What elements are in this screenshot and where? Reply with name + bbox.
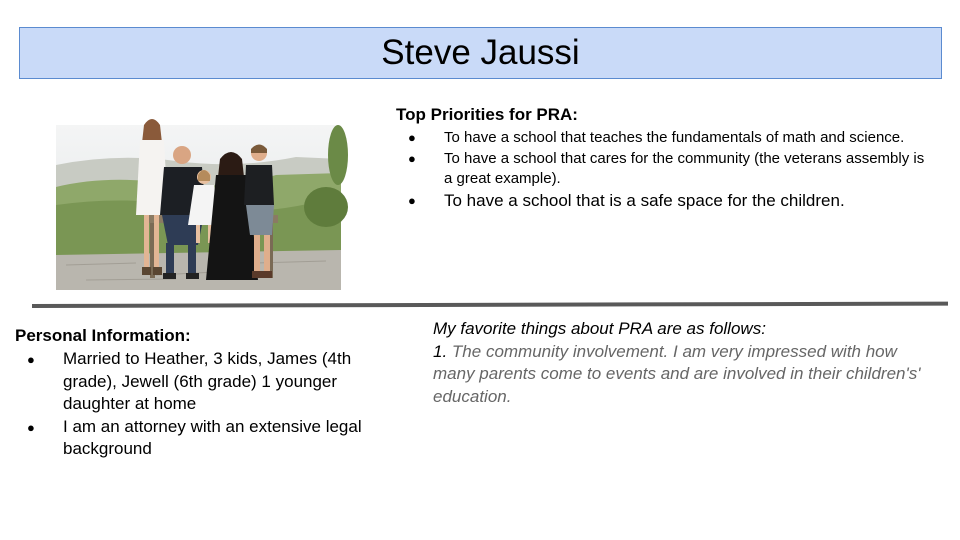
list-item: ● To have a school that teaches the fundamentals of math and science. — [396, 128, 936, 148]
favorites-item-text: The community involvement. I am very impressed with how many parents come to events and are involved in their children's' education. — [433, 341, 921, 406]
page-title: Steve Jaussi — [381, 33, 580, 72]
list-item: ● To have a school that cares for the community (the veterans assembly is a great example). — [396, 149, 936, 189]
list-item: ● Married to Heather, 3 kids, James (4th grade), Jewell (6th grade) 1 younger daughter at home — [15, 348, 405, 416]
family-photo — [56, 95, 351, 290]
family-photo-illustration — [56, 95, 351, 290]
section-divider — [32, 302, 948, 308]
favorites-section — [433, 318, 938, 408]
personal-info-heading: Personal Information: — [15, 326, 191, 345]
priorities-list — [396, 128, 936, 211]
list-item: ● I am an attorney with an extensive legal background — [15, 416, 405, 461]
personal-info-list — [15, 348, 405, 461]
personal-info-section — [15, 326, 405, 461]
favorites-item — [433, 341, 938, 409]
title-banner — [19, 27, 942, 79]
favorites-item-number: 1. — [433, 341, 448, 361]
priorities-section — [396, 105, 936, 212]
priorities-heading: Top Priorities for PRA: — [396, 105, 578, 124]
list-item: ● To have a school that is a safe space for the children. — [396, 190, 936, 211]
favorites-intro: My favorite things about PRA are as follows: — [433, 319, 766, 338]
